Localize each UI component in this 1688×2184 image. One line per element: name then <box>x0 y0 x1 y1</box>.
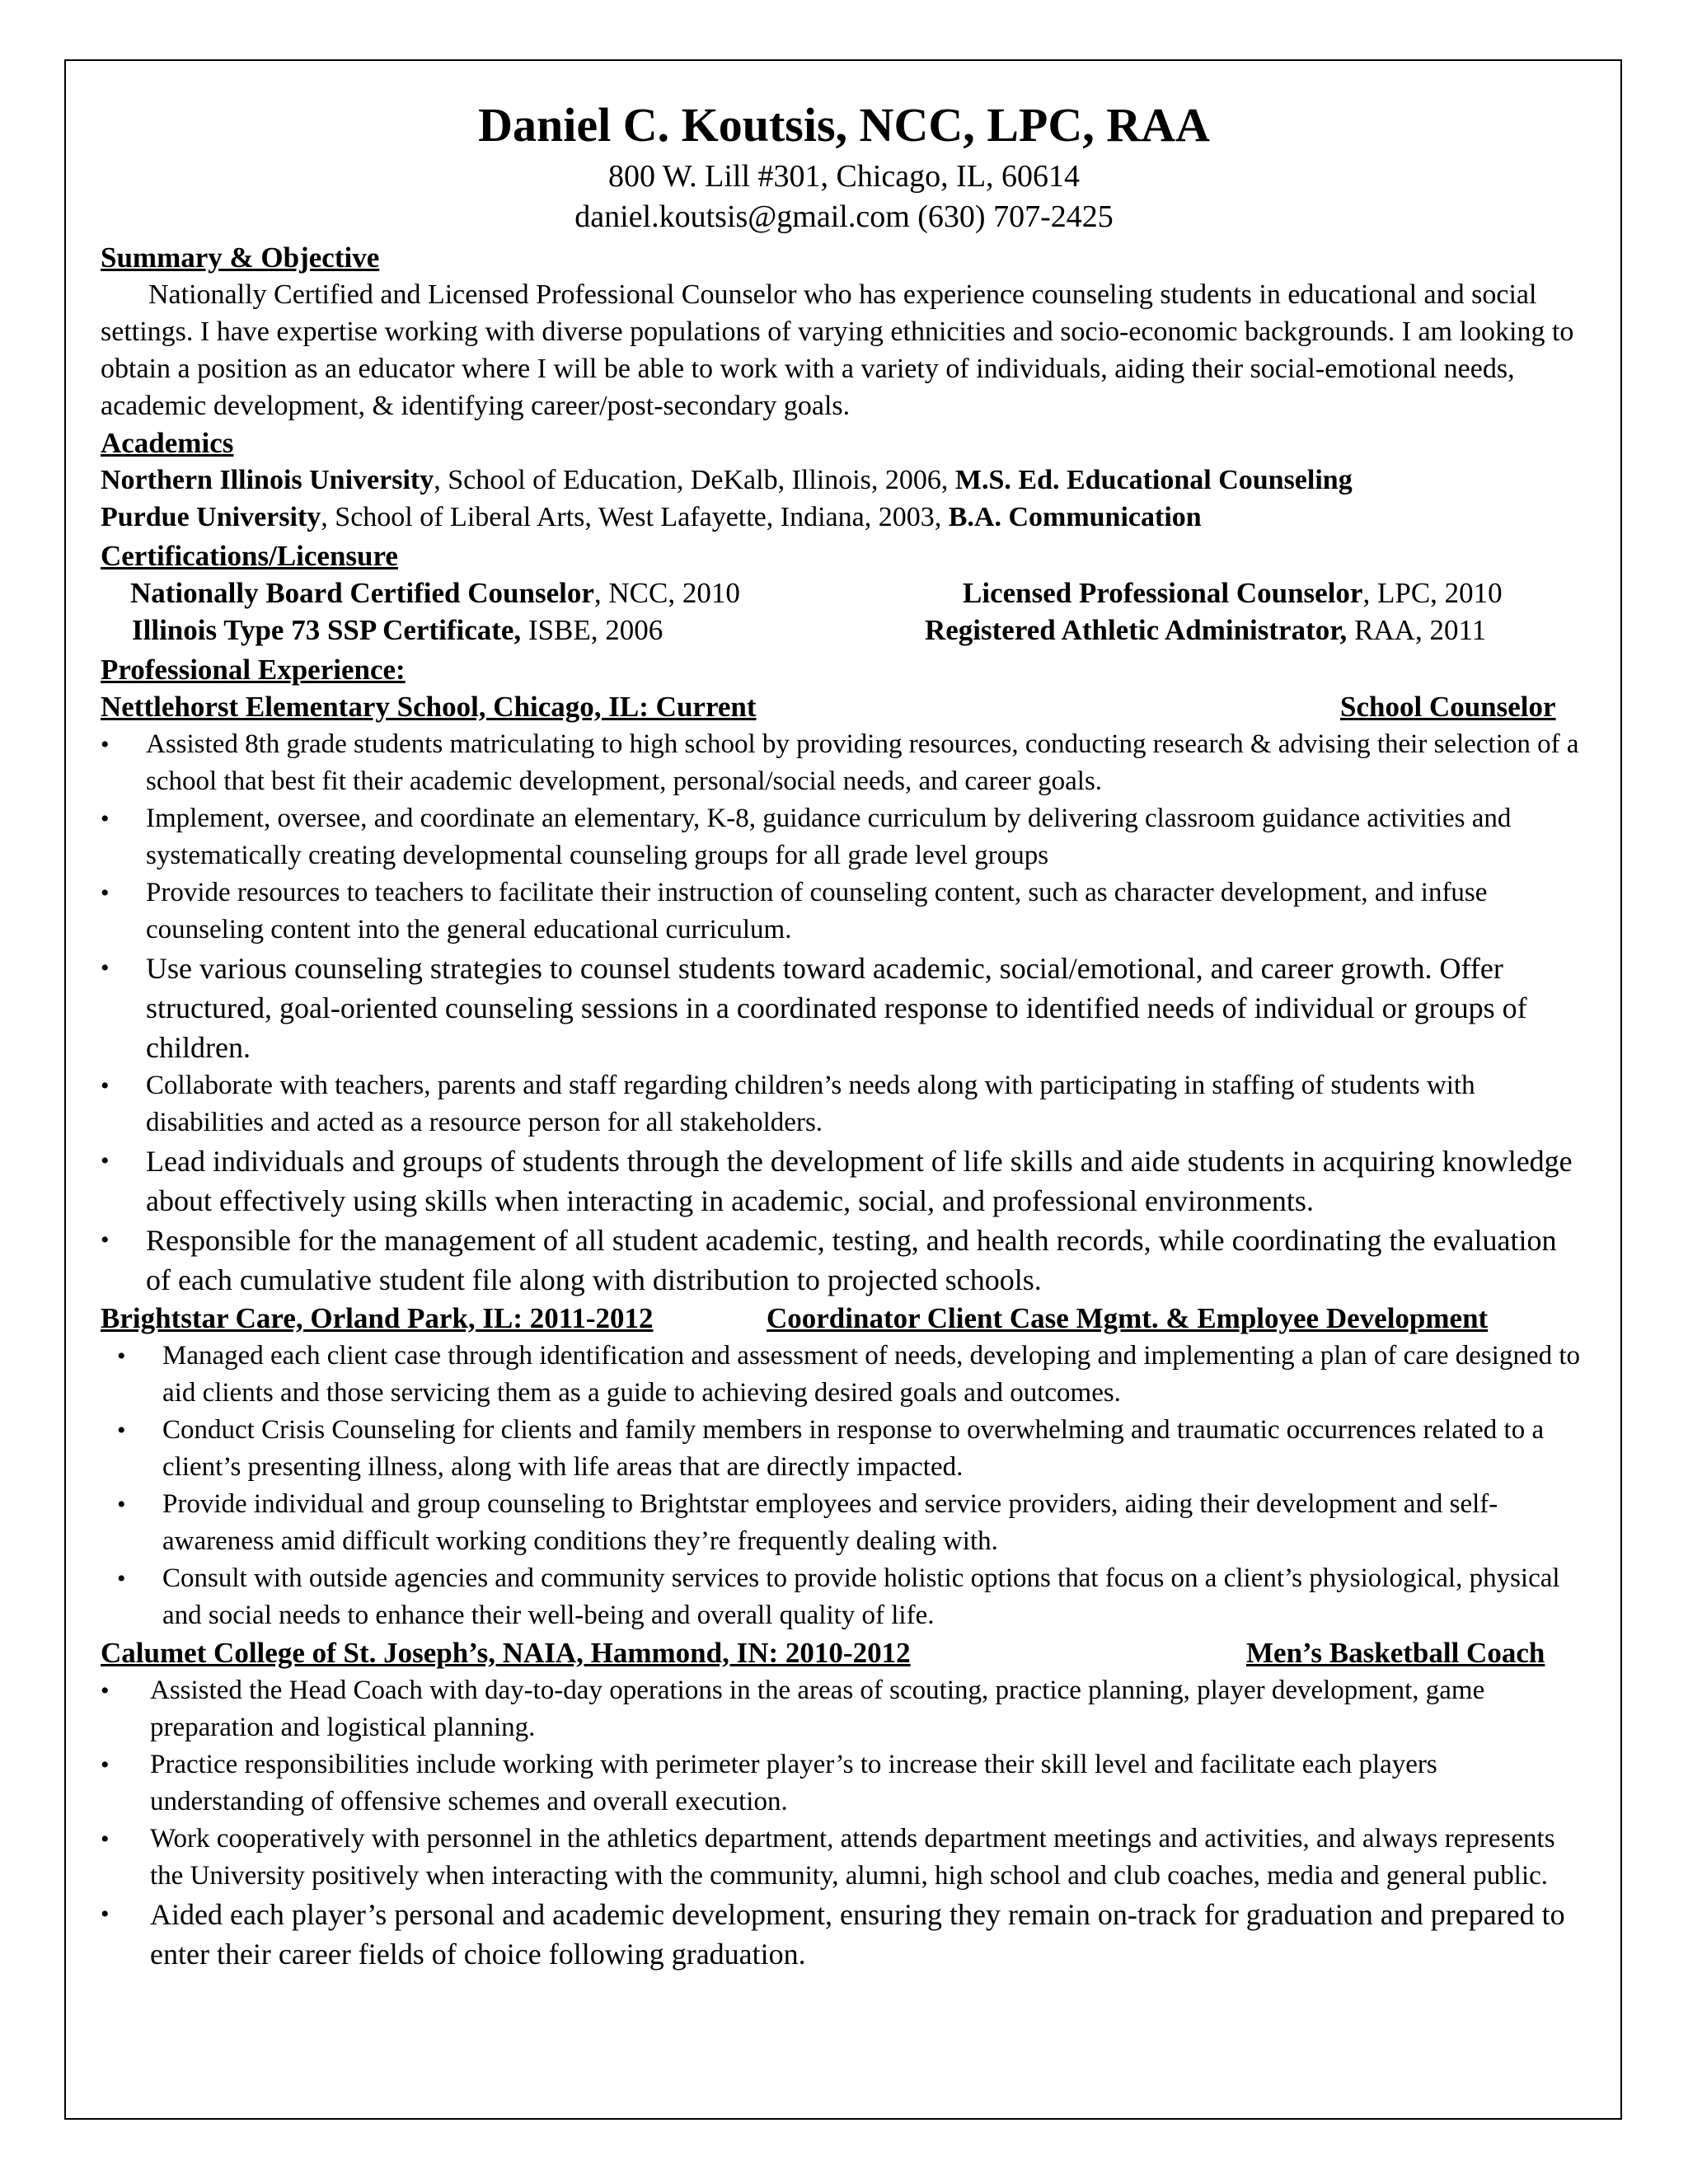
list-item: • Practice responsibilities include working with perimeter player’s to increase their skill level and facilitate each players understanding of offensive schemes and overall execution. <box>101 1750 1437 1816</box>
experience-heading: Professional Experience: <box>101 654 406 686</box>
list-item: • Work cooperatively with personnel in the athletics department, attends department meetings and activities, and always represents the University positively when interacting with the community, alumni, high school and club coaches, media and general public. <box>101 1824 1555 1891</box>
list-item: • Collaborate with teachers, parents and staff regarding children’s needs along with participating in staffing of students with disabilities and acted as a resource person for all stakeholders. <box>101 1071 1475 1137</box>
job-bullets <box>101 1338 1584 1634</box>
job-title: School Counselor <box>1340 691 1556 723</box>
job-header <box>101 1634 1584 1672</box>
job-title: Coordinator Client Case Mgmt. & Employee Development <box>767 1302 1489 1334</box>
cert-right: Licensed Professional Counselor, LPC, 2010 <box>963 577 1503 609</box>
candidate-name: Daniel C. Koutsis, NCC, LPC, RAA <box>478 98 1210 152</box>
job-header <box>101 688 1584 726</box>
list-item: • Implement, oversee, and coordinate an elementary, K-8, guidance curriculum by delivering classroom guidance activities and systematically creating developmental counseling groups for all grade level groups <box>101 804 1512 870</box>
certifications-section <box>101 537 1584 649</box>
academic-item: Northern Illinois University, School of Education, DeKalb, Illinois, 2006, M.S. Ed. Educational Counseling <box>101 465 1353 495</box>
list-item: • Managed each client case through identification and assessment of needs, developing and implementing a plan of care designed to aid clients and those servicing them as a guide to achieving desired goals and outcomes. <box>117 1341 1581 1408</box>
job-bullets <box>101 1672 1584 1974</box>
list-item: • Provide resources to teachers to facilitate their instruction of counseling content, such as character development, and infuse counseling content into the general educational curriculum. <box>101 878 1488 944</box>
job-bullets <box>101 726 1584 1300</box>
job-header <box>101 1300 1584 1338</box>
cert-right: Registered Athletic Administrator, RAA, 2011 <box>925 614 1487 646</box>
list-item: • Conduct Crisis Counseling for clients and family members in response to overwhelming and traumatic occurrences related to a client’s presenting illness, along with life areas that are directly impacted. <box>117 1415 1545 1482</box>
summary-text: Nationally Certified and Licensed Professional Counselor who has experience counseling students in educational and social settings. I have expertise working with diverse populations of varying ethnicities and socio-economic backgrounds. I am looking to obtain a position as an educator where I will be able to work with a variety of individuals, aiding their social-emotional needs, academic development, & identifying career/post-secondary goals. <box>101 279 1574 421</box>
cert-left: Illinois Type 73 SSP Certificate, ISBE, 2006 <box>132 614 663 646</box>
experience-section <box>101 651 1584 1974</box>
job-title: Men’s Basketball Coach <box>1246 1637 1545 1669</box>
academics-heading: Academics <box>101 427 234 459</box>
job-org: Nettlehorst Elementary School, Chicago, IL: Current <box>101 691 757 723</box>
list-item: • Consult with outside agencies and community services to provide holistic options that focus on a client’s physiological, physical and social needs to enhance their well-being and overall quality of life. <box>117 1563 1560 1630</box>
cert-row <box>101 612 1584 649</box>
academics-section <box>101 424 1584 536</box>
job-org: Calumet College of St. Joseph’s, NAIA, Hammond, IN: 2010-2012 <box>101 1637 911 1669</box>
list-item: • Responsible for the management of all student academic, testing, and health records, while coordinating the evaluation of each cumulative student file along with distribution to projected schools. <box>101 1224 1557 1296</box>
list-item: • Assisted 8th grade students matriculating to high school by providing resources, conducting research & advising their selection of a school that best fit their academic development, personal/social needs, and career goals. <box>101 729 1579 796</box>
list-item: • Lead individuals and groups of students through the development of life skills and aide students in acquiring knowledge about effectively using skills when interacting in academic, social, and professional environments. <box>101 1145 1573 1217</box>
address: 800 W. Lill #301, Chicago, IL, 60614 <box>607 159 1081 194</box>
list-item: • Use various counseling strategies to counsel students toward academic, social/emotional, and career growth. Offer structured, goal-oriented counseling sessions in a coordinated response to identified needs of individual or groups of children. <box>101 952 1527 1064</box>
list-item: • Provide individual and group counseling to Brightstar employees and service providers, aiding their development and self-awareness amid difficult working conditions they’re frequently dealing with. <box>117 1489 1498 1556</box>
academic-item: Purdue University, School of Liberal Arts, West Lafayette, Indiana, 2003, B.A. Communication <box>101 502 1202 532</box>
cert-row <box>101 574 1584 612</box>
contact-info: daniel.koutsis@gmail.com (630) 707-2425 <box>574 199 1114 234</box>
cert-left: Nationally Board Certified Counselor, NCC, 2010 <box>130 577 740 609</box>
job-org: Brightstar Care, Orland Park, IL: 2011-2012 <box>101 1302 654 1334</box>
list-item: • Assisted the Head Coach with day-to-day operations in the areas of scouting, practice planning, player development, game preparation and logistical planning. <box>101 1675 1485 1742</box>
certifications-heading: Certifications/Licensure <box>101 540 398 572</box>
list-item: • Aided each player’s personal and academic development, ensuring they remain on-track for graduation and prepared to enter their career fields of choice following graduation. <box>101 1898 1565 1971</box>
summary-section <box>101 239 1584 424</box>
summary-heading: Summary & Objective <box>101 241 380 274</box>
